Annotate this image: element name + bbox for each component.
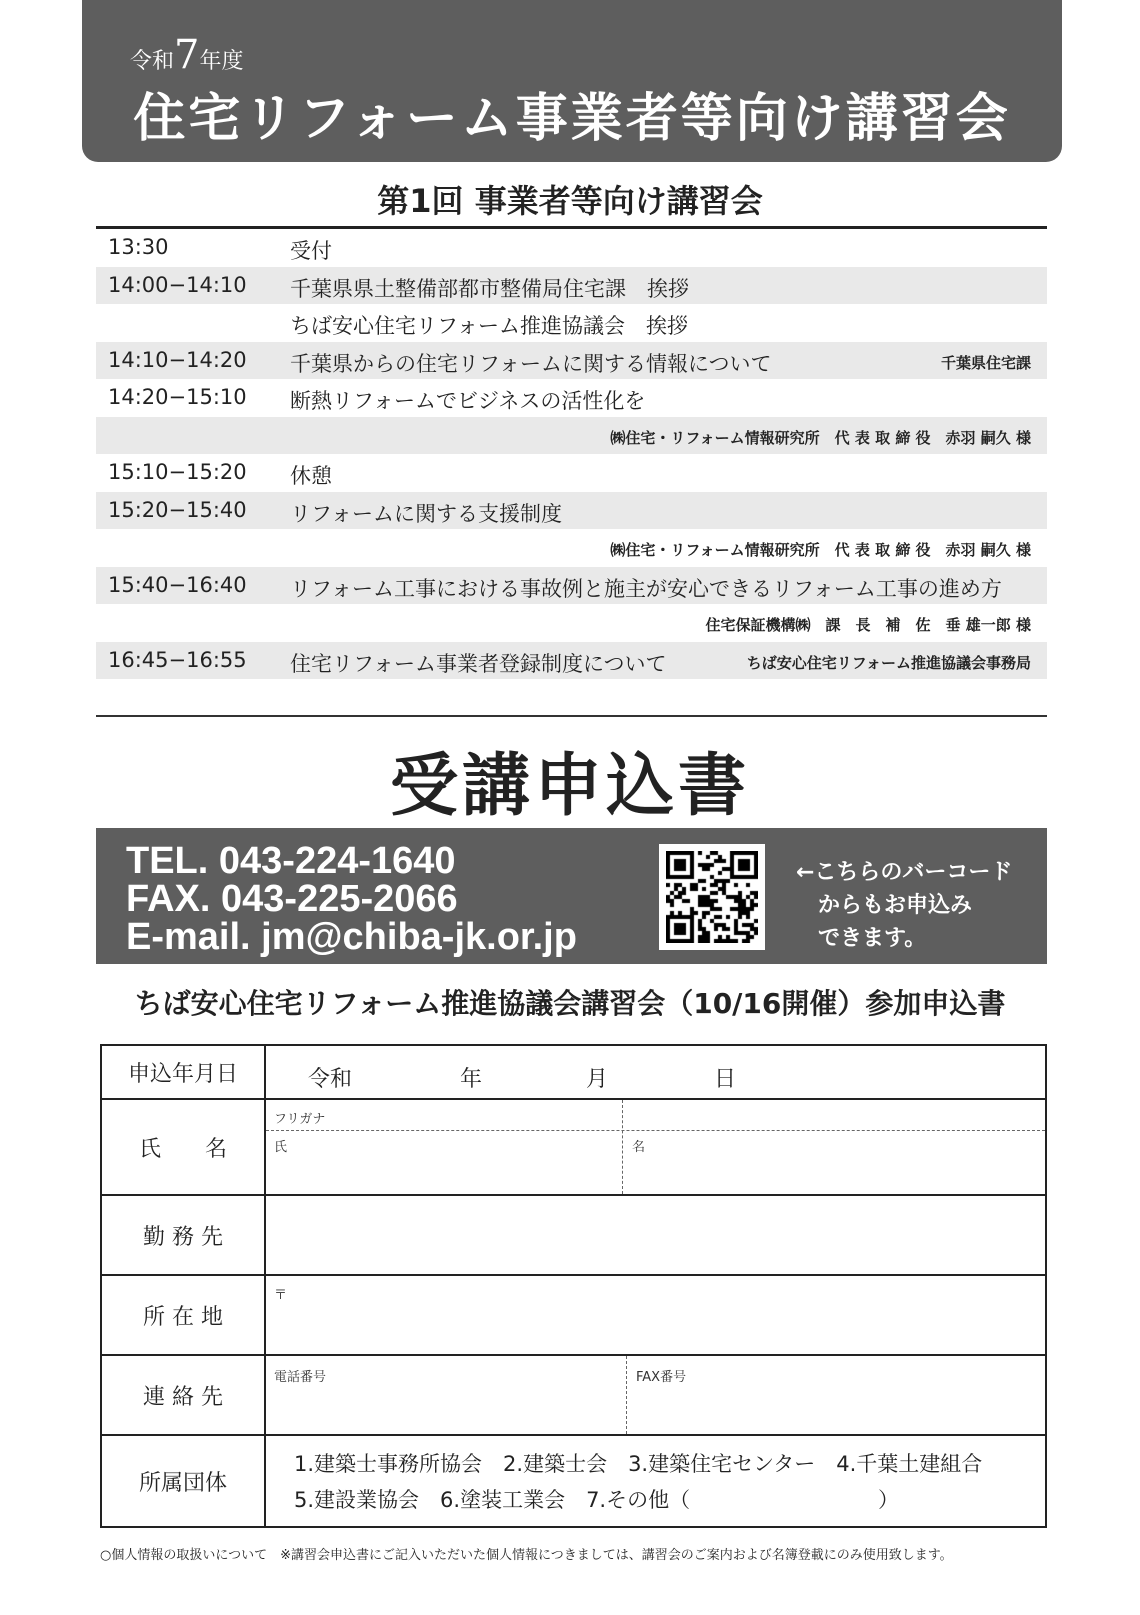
schedule-row [96,529,1047,567]
form-row-address [102,1276,1045,1356]
era-suffix: 年度 [199,49,244,74]
form-title: ちば安心住宅リフォーム推進協議会講習会（10/16開催）参加申込書 [134,987,1006,1020]
schedule-item: 休憩 [290,464,332,488]
schedule-item: 住宅リフォーム事業者登録制度について [290,651,667,676]
divider [622,1100,623,1194]
date-field[interactable] [266,1046,1045,1098]
schedule-time: 15:20−15:40 [108,497,247,522]
session-title: 第1回 事業者等向け講習会 [377,182,763,220]
schedule-speaker: 住宅保証機構㈱ 課 長 補 佐 垂 雄一郎 様 [705,616,1031,634]
schedule-time: 14:10−14:20 [108,347,247,372]
qr-code-icon [666,851,758,943]
schedule-item: 千葉県県土整備部都市整備局住宅課 挨拶 [290,276,689,301]
form-row-name [102,1100,1045,1196]
form-row-contact [102,1356,1045,1436]
address-label: 所 在 地 [102,1276,266,1354]
schedule-row [96,304,1047,342]
schedule-row [96,642,1047,680]
schedule-row [96,492,1047,530]
schedule-item: リフォームに関する支援制度 [290,501,562,526]
name-field[interactable] [266,1100,1045,1194]
date-era: 令和 [308,1067,353,1092]
qr-note-line: できます。 [818,926,927,951]
schedule-item: 千葉県からの住宅リフォームに関する情報について [290,351,772,376]
schedule-item: ちば安心住宅リフォーム推進協議会 挨拶 [290,314,688,338]
family-name-label: 氏 [274,1140,288,1155]
schedule-speaker: 千葉県住宅課 [940,353,1031,372]
schedule-time: 14:20−15:10 [108,385,247,409]
form-row-org [102,1436,1045,1526]
org-options-line-1: 1.建築士事務所協会 2.建築士会 3.建築住宅センター 4.千葉土建組合 [294,1452,983,1476]
schedule-item: 断熱リフォームでビジネスの活性化を [290,389,646,413]
schedule-row [96,342,1047,380]
org-options-line-2: 5.建設業協会 6.塗装工業会 7.その他（ [294,1488,691,1512]
work-label: 勤 務 先 [102,1196,266,1274]
form-row-date [102,1046,1045,1100]
org-label: 所属団体 [102,1436,266,1526]
contact-banner [96,828,1047,964]
name-label: 氏 名 [102,1100,266,1194]
schedule-time: 16:45−16:55 [108,647,247,672]
header-banner [82,0,1062,162]
org-field[interactable] [266,1436,1045,1526]
divider [626,1356,627,1434]
page-title: 住宅リフォーム事業者等向け講習会 [133,89,1011,149]
phone-label: 電話番号 [274,1370,327,1385]
schedule-row [96,417,1047,455]
date-month: 月 [586,1067,609,1092]
schedule-time: 15:40−16:40 [108,572,247,597]
schedule-row [96,567,1047,605]
work-field[interactable] [266,1196,1045,1274]
form-row-work [102,1196,1045,1276]
schedule-row [96,379,1047,417]
schedule-table [96,229,1047,679]
schedule-item: リフォーム工事における事故例と施主が安心できるリフォーム工事の進め方 [290,576,1002,601]
email-address[interactable]: E-mail. jm@chiba-jk.or.jp [126,916,577,958]
fax-label: FAX番号 [636,1370,687,1385]
schedule-speaker: ちば安心住宅リフォーム推進協議会事務局 [746,653,1031,672]
furigana-label: フリガナ [274,1112,326,1127]
postal-mark: 〒 [274,1288,288,1303]
application-title: 受講申込書 [389,747,750,826]
qr-note-line: からもお申込み [818,893,973,918]
org-options-close-paren: ） [878,1488,899,1512]
schedule-item: 受付 [290,239,332,263]
schedule-row [96,604,1047,642]
schedule-row [96,229,1047,267]
divider [266,1130,1045,1131]
qr-note-line: ←こちらのバーコード [796,860,1013,885]
fax-number: FAX. 043-225-2066 [126,878,458,920]
given-name-label: 名 [632,1140,646,1155]
privacy-notice: ○個人情報の取扱いについて ※講習会申込書にご記入いただいた個人情報につきましては、講習会のご案内および名簿登載にのみ使用致します。 [100,1548,953,1563]
date-year: 年 [460,1067,483,1092]
date-label: 申込年月日 [102,1046,266,1098]
era-prefix: 令和 [130,49,175,74]
date-day: 日 [714,1067,737,1092]
contact-label: 連 絡 先 [102,1356,266,1434]
fiscal-year [130,32,243,78]
schedule-time: 13:30 [108,235,169,259]
qr-note [796,856,1012,955]
schedule-speaker: ㈱住宅・リフォーム情報研究所 代 表 取 締 役 赤羽 嗣久 様 [610,428,1031,447]
schedule-speaker: ㈱住宅・リフォーム情報研究所 代 表 取 締 役 赤羽 嗣久 様 [610,541,1031,559]
address-field[interactable] [266,1276,1045,1354]
schedule-row [96,454,1047,492]
schedule-time: 14:00−14:10 [108,272,247,297]
qr-code[interactable] [659,844,765,950]
schedule-time: 15:10−15:20 [108,460,247,484]
contact-field[interactable] [266,1356,1045,1434]
application-form [100,1044,1047,1528]
tel-number: TEL. 043-224-1640 [126,840,456,882]
schedule-row [96,267,1047,305]
era-year: 7 [174,32,200,78]
divider [96,715,1047,717]
